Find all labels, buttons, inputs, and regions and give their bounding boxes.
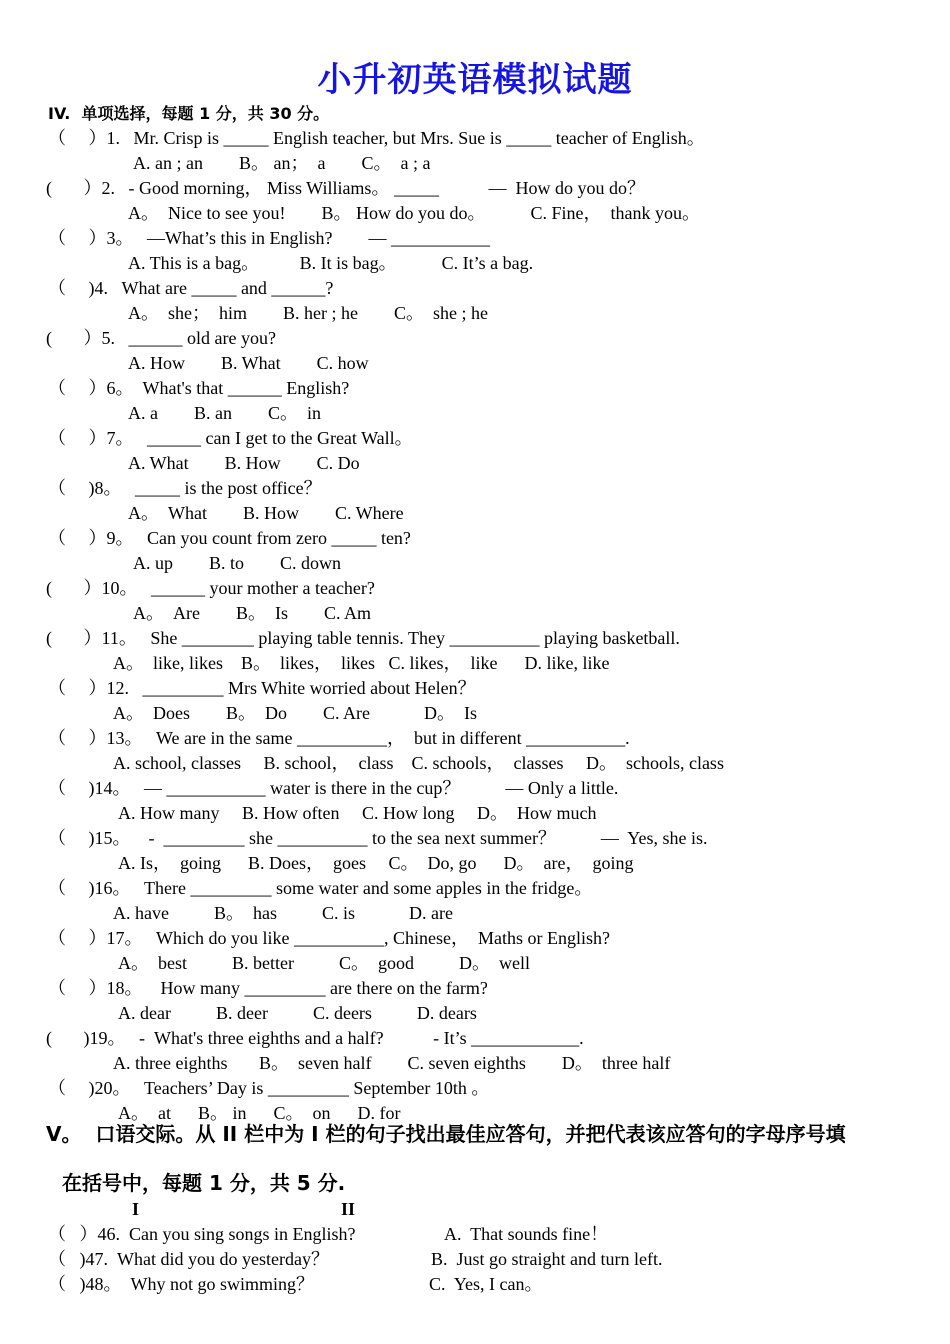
question-10-options: A。 Are B。 Is C. Am [133, 603, 371, 623]
question-8: （ )8。 _____ is the post office？ [48, 478, 322, 498]
question-6: （ ）6。 What's that ______ English? [48, 378, 350, 398]
question-20-options: A。 at B。 in C。 on D. for [118, 1103, 401, 1123]
column-i-header: I [132, 1199, 140, 1219]
question-4: （ )4. What are _____ and ______? [48, 278, 334, 298]
question-16-options: A. have B。 has C. is D. are [113, 903, 453, 923]
dialogue-answer-a: A. That sounds fine！ [444, 1224, 609, 1244]
question-18-options: A. dear B. deer C. deers D. dears [118, 1003, 477, 1023]
question-13: （ ）13。 We are in the same __________， but in different ___________. [48, 728, 630, 748]
question-1: （ ）1. Mr. Crisp is _____ English teacher, but Mrs. Sue is _____ teacher of English。 [48, 128, 705, 148]
question-16: （ )16。 There _________ some water and some apples in the fridge。 [48, 878, 593, 898]
dialogue-question-47: （ )47. What did you do yesterday？ [48, 1249, 329, 1269]
question-1-options: A. an ; an B。 an； a C。 a ; a [133, 153, 431, 173]
question-17-options: A。 best B. better C。 good D。 well [118, 953, 530, 973]
question-19: ( )19。 - What's three eighths and a half? - It’s ____________. [46, 1028, 584, 1048]
question-15: （ )15。 - _________ she __________ to the sea next summer？ — Yes, she is. [48, 828, 708, 848]
question-18: （ ）18。 How many _________ are there on the farm? [48, 978, 488, 998]
dialogue-question-46: （ ）46. Can you sing songs in English? [48, 1224, 356, 1244]
question-4-options: A。 she； him B. her ; he C。 she ; he [128, 303, 488, 323]
question-17: （ ）17。 Which do you like __________, Chinese， Maths or English? [48, 928, 610, 948]
question-6-options: A. a B. an C。 in [128, 403, 321, 423]
question-9: （ ）9。 Can you count from zero _____ ten? [48, 528, 411, 548]
question-7: （ ）7。 ______ can I get to the Great Wall。 [48, 428, 413, 448]
section-5-heading-line2: 在括号中，每题 1 分，共 5 分. [62, 1171, 346, 1195]
question-12-options: A。 Does B。 Do C. Are D。 Is [113, 703, 477, 723]
question-7-options: A. What B. How C. Do [128, 453, 360, 473]
question-15-options: A. Is， going B. Does， goes C。 Do, go D。 are， going [118, 853, 634, 873]
question-3: （ ）3。 —What’s this in English? — ___________ [48, 228, 490, 248]
question-11-options: A。 like, likes B。 likes， likes C. likes， like D. like, like [113, 653, 610, 673]
question-20: （ )20。 Teachers’ Day is _________ September 10th 。 [48, 1078, 490, 1098]
question-11: ( ）11。 She ________ playing table tennis. They __________ playing basketball. [46, 628, 680, 648]
dialogue-answer-b: B. Just go straight and turn left. [431, 1249, 663, 1269]
section-5-heading-line1: V。 口语交际。从 II 栏中为 I 栏的句子找出最佳应答句，并把代表该应答句的字母序号填 [46, 1122, 846, 1146]
question-2: ( ）2. - Good morning， Miss Williams。 _____ — How do you do？ [46, 178, 645, 198]
question-5-options: A. How B. What C. how [128, 353, 369, 373]
question-3-options: A. This is a bag。 B. It is bag。 C. It’s a bag. [128, 253, 534, 273]
question-2-options: A。 Nice to see you! B。 How do you do。 C. Fine， thank you。 [128, 203, 700, 223]
page-title: 小升初英语模拟试题 [317, 60, 633, 100]
question-14-options: A. How many B. How often C. How long D。 How much [118, 803, 597, 823]
dialogue-question-48: （ )48。 Why not go swimming？ [48, 1274, 314, 1294]
question-19-options: A. three eighths B。 seven half C. seven eighths D。 three half [113, 1053, 671, 1073]
question-10: ( ）10。 ______ your mother a teacher? [46, 578, 375, 598]
column-ii-header: II [341, 1199, 356, 1219]
question-9-options: A. up B. to C. down [133, 553, 342, 573]
question-12: （ ）12. _________ Mrs White worried about Helen？ [48, 678, 476, 698]
question-5: ( ）5. ______ old are you? [46, 328, 276, 348]
section-4-heading: IV. 单项选择，每题 1 分，共 30 分。 [48, 104, 330, 123]
question-13-options: A. school, classes B. school， class C. schools， classes D。 schools, class [113, 753, 724, 773]
question-8-options: A。 What B. How C. Where [128, 503, 404, 523]
question-14: （ )14。 — ___________ water is there in the cup？ — Only a little. [48, 778, 619, 798]
dialogue-answer-c: C. Yes, I can。 [429, 1274, 543, 1294]
